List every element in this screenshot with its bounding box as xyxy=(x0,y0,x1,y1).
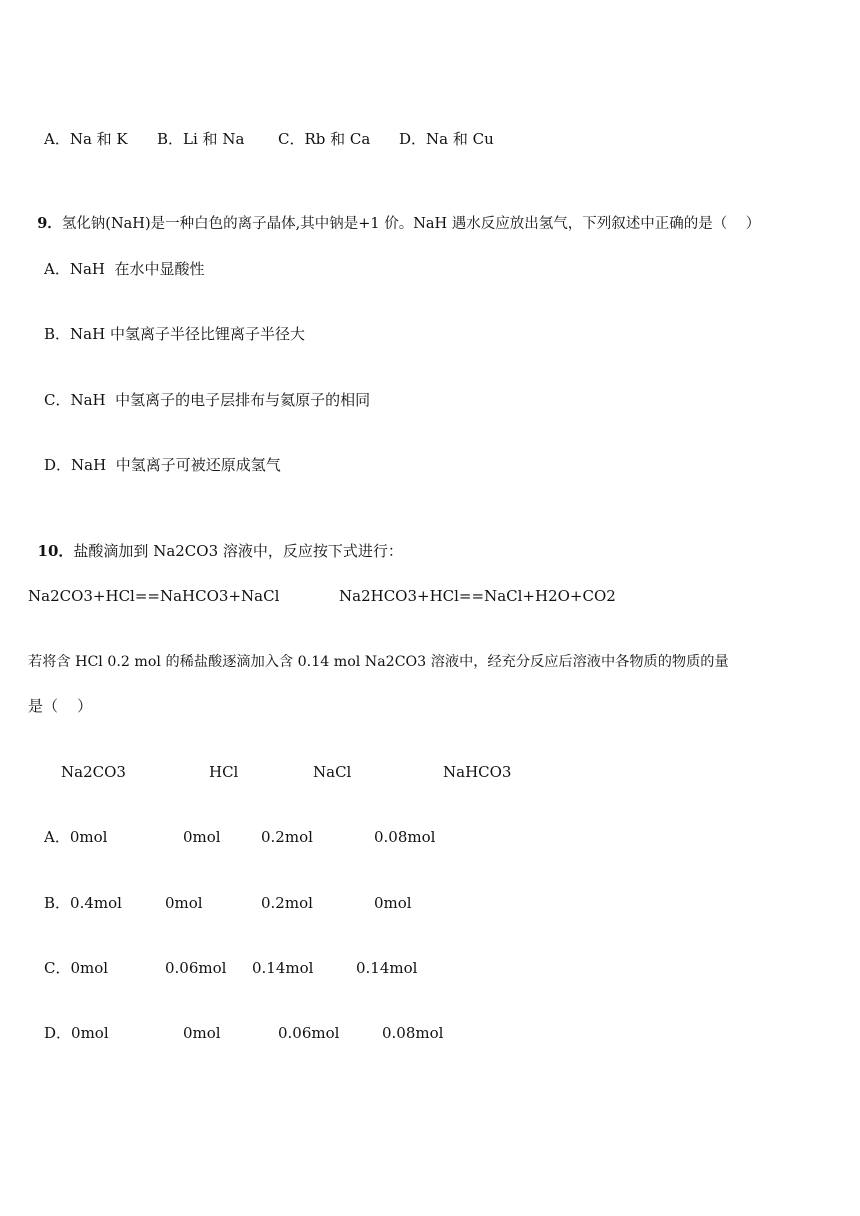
q10-stem-line xyxy=(28,521,403,561)
table-header-nahco3: NaHCO3 xyxy=(443,763,512,781)
table-row-d-nacl: 0.06mol xyxy=(278,1024,340,1042)
table-row-d-nahco3: 0.08mol xyxy=(382,1024,444,1042)
table-row-b-hcl: 0mol xyxy=(165,894,203,912)
table-row-d-hcl: 0mol xyxy=(183,1024,221,1042)
table-row-c-hcl: 0.06mol xyxy=(165,959,227,977)
table-row-a-label: A．0mol xyxy=(44,828,108,846)
table-row-b-label: B．0.4mol xyxy=(44,894,122,912)
q9-option-c: C．NaH 中氢离子的电子层排布与氦原子的相同 xyxy=(44,391,371,409)
table-row-a-nahco3: 0.08mol xyxy=(374,828,436,846)
q8-option-d: D．Na 和 Cu xyxy=(399,130,494,148)
table-header-hcl: HCl xyxy=(209,763,239,781)
q9-stem-line xyxy=(28,194,760,234)
q10-equation-2: Na2HCO3+HCl==NaCl+H2O+CO2 xyxy=(339,587,616,605)
q8-option-b: B．Li 和 Na xyxy=(157,130,245,148)
q10-stem: 盐酸滴加到 Na2CO3 溶液中，反应按下式进行： xyxy=(73,542,403,560)
q10-question-line-2: 是（ ） xyxy=(28,697,93,715)
q10-equation-1: Na2CO3+HCl==NaHCO3+NaCl xyxy=(28,587,280,605)
q9-option-b: B．NaH 中氢离子半径比锂离子半径大 xyxy=(44,325,305,343)
q8-option-a: A．Na 和 K xyxy=(44,130,128,148)
table-row-c-nacl: 0.14mol xyxy=(252,959,314,977)
table-header-na2co3: Na2CO3 xyxy=(61,763,126,781)
q10-question-line-1: 若将含 HCl 0.2 mol 的稀盐酸逐滴加入含 0.14 mol Na2CO3 溶液中，经充分反应后溶液中各物质的物质的量 xyxy=(28,654,729,670)
table-row-b-nacl: 0.2mol xyxy=(261,894,313,912)
q9-stem: 氢化钠(NaH)是一种白色的离子晶体,其中钠是+1 价。NaH 遇水反应放出氢气，下列叙述中正确的是（ ） xyxy=(61,216,761,232)
table-row-c-nahco3: 0.14mol xyxy=(356,959,418,977)
table-row-a-nacl: 0.2mol xyxy=(261,828,313,846)
table-row-b-nahco3: 0mol xyxy=(374,894,412,912)
q10-number: 10． xyxy=(37,542,74,560)
table-header-nacl: NaCl xyxy=(313,763,352,781)
table-row-c-label: C．0mol xyxy=(44,959,109,977)
q9-option-d: D．NaH 中氢离子可被还原成氢气 xyxy=(44,456,281,474)
table-row-d-label: D．0mol xyxy=(44,1024,109,1042)
table-row-a-hcl: 0mol xyxy=(183,828,221,846)
q9-number: 9． xyxy=(37,215,62,232)
q8-option-c: C．Rb 和 Ca xyxy=(278,130,371,148)
q9-option-a: A．NaH 在水中显酸性 xyxy=(44,260,205,278)
